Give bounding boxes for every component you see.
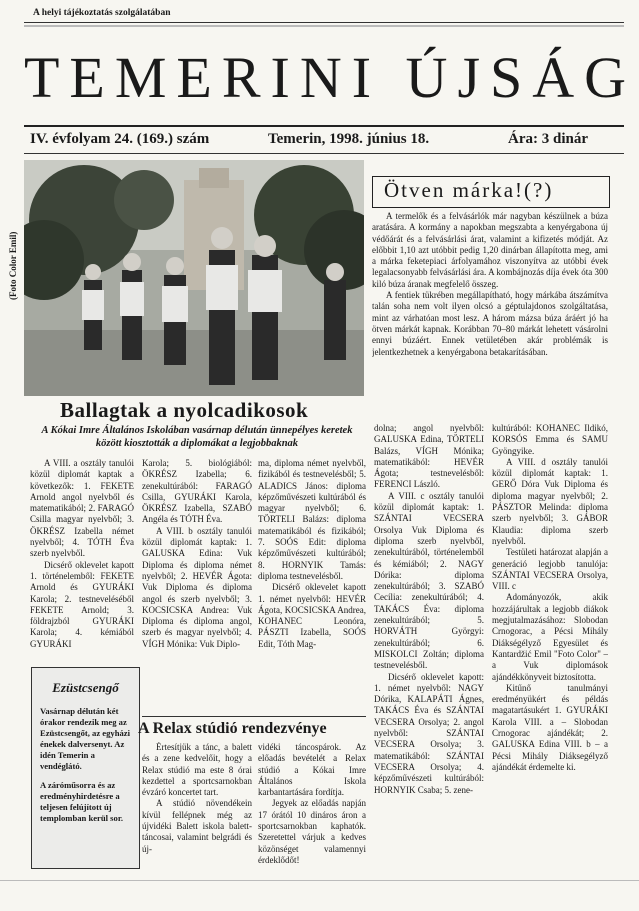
lead-col3-p1: ma, diploma német nyelvből, fizikából és testnevelésből; 5. ALADICS János: diploma képzőművészeti kultúrából és magyar nyelvből; 6. TÖRTELI Balázs: diploma matematikából és fizikából; 7. SOÓS Edit: diploma képzőművészeti kultúrából; 8. HORNYIK Tamás: diploma testnevelésből. <box>258 458 366 581</box>
top-rule-2 <box>24 25 624 27</box>
meta-rule <box>24 153 624 154</box>
side-headline: Ötven márka!(?) <box>384 178 554 202</box>
relax-col-2 <box>258 742 366 872</box>
photo-illustration <box>24 160 364 396</box>
lead-col-4 <box>374 423 484 873</box>
lead-col5-p3: Testületi határozat alapján a generáció legjobb tanulója: SZÁNTAI VECSERA Orsolya, VIII. c <box>492 547 608 592</box>
relax-col1-p1: Értesítjük a tánc, a balett és a zene kedvelőit, hogy a Relax stúdió ma este 8 órai kezdettel a sportcsarnokban évzáró koncertet tart. <box>142 742 252 798</box>
notice-title: Ezüstcsengő <box>52 680 119 695</box>
lead-col4-p1: dolna; angol nyelvből: GALUSKA Edina, TÖRTELI Balázs, VÍGH Mónika; matematikából: HEVÉR Ágota; testnevelésből: FERENCI László. <box>374 423 484 490</box>
price: Ára: 3 dinár <box>508 131 588 147</box>
side-story-p2: A fentiek tükrében megállapítható, hogy márkába átszámítva talán soha nem volt ilyen olcsó a géptulajdonos szolgáltatása, mint az várhatóan most lesz. A három mázsa búza áráért jó ha ötven márkát kapnak. Korábban 70–80 márkát lehetett vásárolni ennyi búzáért. Ennek vetületében akár problémák is jelentkezhetnek a kenyérgabona betakarításában. <box>372 290 608 357</box>
lead-headline: Ballagtak a nyolcadikosok <box>60 398 309 422</box>
side-story-p1: A termelők és a felvásárlók már nagyban készülnek a búza aratására. A kormány a napokban megszabta a kenyérgabona új védőárát és a felvásárlási árat, valamint a kifizetés módját. Az előbbit 1,10 azt utóbbit pedig 1,20 dinárban állapította meg, ami a márka feketepiaci árfolyamához viszonyítva az utóbbi évek legalacsonyabb felvásárlási ára. A kombájnozás díja évek óta 300 kiló búza áranak megfelelő összeg. <box>372 211 608 289</box>
lead-col-1 <box>30 458 134 662</box>
lead-col5-p1: kultúrából: KOHANEC Ildikó, KORSÓS Emma és SAMU Gyöngyike. <box>492 423 608 456</box>
lead-subheadline: A Kókai Imre Általános Iskolában vasárnap délután ünnepélyes keretek között kiosztották a diplomákat a legjobbaknak <box>41 425 353 449</box>
side-story-text <box>372 211 608 423</box>
top-rule <box>24 22 624 23</box>
notice-p1: Vasárnap délután két órakor rendezik meg az Ezüstcsengőt, az egyházi énekek dalversenyt. Az idén Temerin a vendéglátó. <box>40 706 130 771</box>
lead-col3-p2: Dicsérő oklevelet kapott 1. német nyelvből: HEVÉR Ágota, KOCSICSKA Andrea, KOHANEC Leonóra, PÁSZTI Izabella, SOÓS Edit, Tóth Mag- <box>258 582 366 649</box>
relax-headline: A Relax stúdió rendezvénye <box>138 720 327 737</box>
lead-col1-p1: A VIII. a osztály tanulói közül diplomát kaptak a következők: 1. FEKETE Arnold angol nyelvből és matematikából; 2. FARAGÓ Csilla magyar nyelvből; 3. ÖKRÉSZ Izabella német nyelvből; 4. TÓTH Éva szerb nyelvből. <box>30 458 134 559</box>
lead-col-3 <box>258 458 366 718</box>
lead-col5-p5: Kitűnő tanulmányi eredményükért és példás magatartásukért 1. GYURÁKI Karola VIII. a – Slobodan Crnogorac ajándékát; 2. GALUSKA Edina VIII. b – a Pécsi Mihály Diáksegélyző ajándékát érdemelte ki. <box>492 682 608 772</box>
relax-col-1 <box>142 742 252 872</box>
masthead: TEMERINI ÚJSÁG <box>24 45 637 110</box>
graduation-photo <box>24 160 364 396</box>
lead-col2-p2: A VIII. b osztály tanulói közül diplomát kaptak: 1. GALUSKA Edina: Vuk Diploma és diploma német nyelvből; 2. HEVÉR Ágota: Vuk Diploma és diploma angol és szerb nyelvből; 3. KOCSICSKA Andrea: Vuk Diploma és diploma angol, szerb és magyar nyelvből; 4. VÍGH Mónika: Vuk Diplo- <box>142 525 252 649</box>
volume-info: IV. évfolyam 24. (169.) szám <box>30 131 210 147</box>
lead-col4-p3: Dicsérő oklevelet kapott: 1. német nyelvből: NAGY Dórika, KALAPÁTI Ágnes, TAKÁCS Éva és SZÁNTAI VECSERA Orsolya; 2. angol nyelvből: SZÁNTAI VECSERA Orsolya; 3. matematikából: SZÁNTAI VECSERA Orsolya; 4. képzőművészeti kultúrából: HORNYIK Csaba; 5. zene- <box>374 671 484 795</box>
lead-col5-p4: Adományozók, akik hozzájárultak a legjobb diákok megjutalmazásához: Slobodan Crnogorac, a Pécsi Mihály Diákségélyző Egyesület és Kantardžić Emil "Foto Color" – a Vuk diplomások ajándékkönyveit biztosította. <box>492 592 608 682</box>
issue-date: Temerin, 1998. június 18. <box>268 131 430 147</box>
lead-col4-p2: A VIII. c osztály tanulói közül diplomát kaptak: 1. SZÁNTAI VECSERA Orsolya Vuk Diploma és diploma szerb nyelvből, zenekultúrából, történelemből és kémiából; 2. NAGY Dórika: diploma zenekultúrából; 3. SZABÓ Cecília: zenekultúrából; 4. TAKÁCS Éva: diploma zenekultúrából; 5. HORVÁTH Györgyi: zenekultúrából; 6. MISKOLCI Zoltán; diploma testnevelésből. <box>374 490 484 671</box>
lead-col-5 <box>492 423 608 873</box>
relax-top-rule <box>142 716 366 717</box>
lead-col1-p2: Dicsérő oklevelet kapott 1. történelemből: FEKETE Arnold és GYURÁKI Karola; 2. testneveléséből FEKETE Arnold; 3. földrajzból GYURÁKI Karola; 4. kémiából GYURÁKI <box>30 559 134 649</box>
lead-col2-p1: Karola; 5. biológiából: ÖKRÉSZ Izabella; 6. zenekultúrából: FARAGÓ Csilla, GYURÁKI Karola, ÖKRÉSZ Izabella, SZABÓ Angéla és TÓTH Éva. <box>142 458 252 525</box>
relax-col2-p1: vidéki táncospárok. Az előadás bevételét a Relax stúdió a Kókai Imre Általános Iskola karbantartására fordítja. <box>258 742 366 798</box>
relax-col2-p2: Jegyek az előadás napján 17 órától 10 dináros áron a sportcsarnokban kaphatók. Szeretettel várjuk a kedves közönséget valamennyi érdeklődőt! <box>258 798 366 865</box>
photo-credit: (Foto Color Emil) <box>8 231 18 300</box>
notice-p2: A záróműsorra és az eredményhirdetésre a teljesen felújított új templomban kerül sor. <box>40 780 123 823</box>
footer-rule <box>0 880 639 881</box>
relax-col1-p2: A stúdió növendékein kívül fellépnek még az újvidéki Balett iskola balett-táncosai, valamint belgrádi és új- <box>142 798 252 854</box>
notice-text <box>32 706 139 824</box>
lead-col-2 <box>142 458 252 718</box>
kicker: A helyi tájékoztatás szolgálatában <box>33 8 171 18</box>
notice-box <box>31 667 140 869</box>
masthead-rule <box>24 125 624 127</box>
lead-col5-p2: A VIII. d osztály tanulói közül diplomát kaptak: 1. GERŐ Dóra Vuk Diploma és diploma magyar nyelvből; 2. PÁSZTOR Melinda: diploma szerb nyelvből; 3. GÁBOR Klaudia: diploma szerb nyelvből. <box>492 456 608 546</box>
